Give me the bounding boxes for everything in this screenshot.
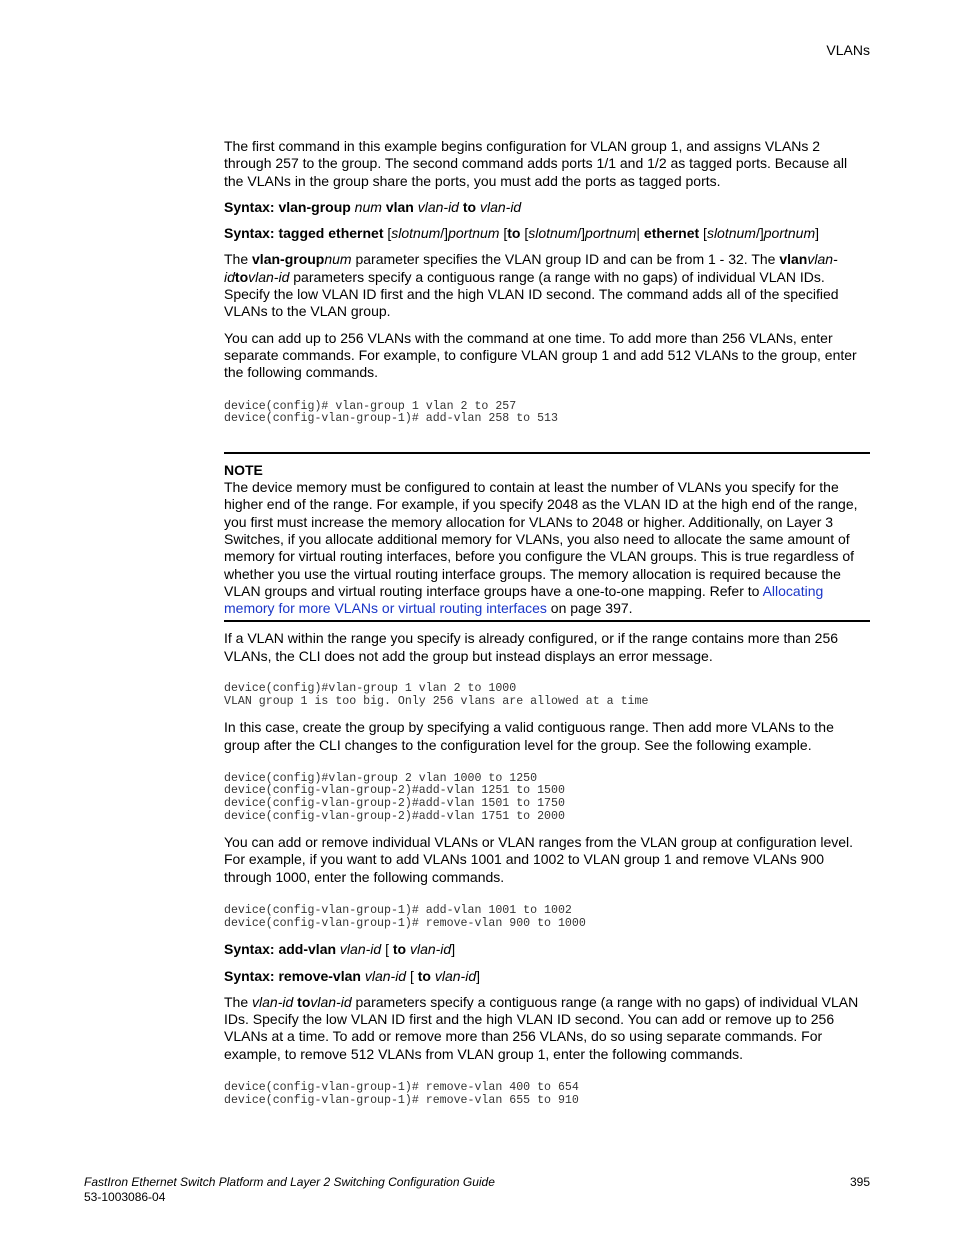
page-number: 395 — [849, 1175, 870, 1189]
code-block: device(config-vlan-group-1)# add-vlan 1001 to 1002 device(config-vlan-group-1)# remove-vlan 900 to 1000 — [224, 904, 586, 930]
paragraph-add-remove: You can add or remove individual VLANs or VLAN ranges from the VLAN group at configuration level. For example, if you want to add VLANs 1001 and 1002 to VLAN group 1 and remove VLANs 900 through 1000, enter the following commands. — [224, 834, 854, 885]
code-block: device(config-vlan-group-1)# remove-vlan 400 to 654 device(config-vlan-group-1)# remove-vlan 655 to 910 — [224, 1081, 579, 1107]
code-block: device(config)#vlan-group 2 vlan 1000 to 1250 device(config-vlan-group-2)#add-vlan 1251 to 1500 device(config-vlan-group-2)#add-vlan 1501 to 1750 device(config-vlan-group-2)#add-vlan 1751 to 2000 — [224, 771, 565, 823]
syntax-param: vlan-id — [413, 198, 463, 215]
paragraph-valid-range: In this case, create the group by specifying a valid contiguous range. Then add more VLANs to the group after the CLI changes to the configuration level for the group. See the following example. — [224, 719, 834, 753]
cross-reference-link[interactable]: Allocating memory for more VLANs or virtual routing interfaces — [224, 582, 824, 617]
code-block: device(config)# vlan-group 1 vlan 2 to 257 device(config-vlan-group-1)# add-vlan 258 to 513 — [224, 399, 558, 426]
paragraph-error: If a VLAN within the range you specify is already configured, or if the range contains more than 256 VLANs, the CLI does not add the group but instead displays an error message. — [224, 630, 839, 664]
syntax-label: Syntax: vlan-group — [224, 198, 351, 215]
paragraph-intro: The first command in this example begins configuration for VLAN group 1, and assigns VLANs 2 through 257 to the group. The second command adds ports 1/1 and 1/2 as tagged ports. Because all the VLANs in the group share the ports, you must add the ports as tagged ports. — [224, 138, 848, 189]
running-header: VLANs — [826, 42, 870, 58]
syntax-vlan-group — [224, 199, 870, 216]
note-label: NOTE — [224, 461, 263, 478]
code-block: device(config)#vlan-group 1 vlan 2 to 1000 VLAN group 1 is too big. Only 256 vlans are allowed at a time — [224, 682, 649, 708]
footer-doc-number: 53-1003086-04 — [84, 1190, 166, 1204]
syntax-tagged-ethernet: Syntax: tagged ethernet [slotnum/]portnum [to [slotnum/]portnum| ethernet [slotnum/]portnum] — [224, 225, 819, 242]
paragraph-add-256: You can add up to 256 VLANs with the command at one time. To add more than 256 VLANs, enter separate commands. For example, to configure VLAN group 1 and add 512 VLANs to the group, enter the following commands. — [224, 329, 857, 381]
paragraph-vlan-group-params: The vlan-groupnum parameter specifies the VLAN group ID and can be from 1 - 32. The vlanvlan-idtovlan-id parameters specify a contiguous range (a range with no gaps) of individual VLAN IDs. Specify the low VLAN ID first and the high VLAN ID second. The command adds all of the specified VLANs to the VLAN group. — [224, 251, 839, 320]
page-footer — [84, 1175, 870, 1205]
page-body — [224, 138, 870, 1118]
note-text: The device memory must be configured to contain at least the number of VLANs you specify for the higher end of the range. For example, if you specify 2048 as the VLAN ID at the high end of the range, you first must increase the memory allocation for VLANs to 2048 or higher. Additionally, on Layer 3 Switches, if you allocate additional memory for VLANs, you also need to allocate the same amount of memory for virtual routing interfaces, before you configure the VLAN groups. This is true regardless of whether you use the virtual routing interface groups. The memory allocation is required because the VLAN groups and virtual routing interface groups have a one-to-one mapping. Refer to — [224, 479, 858, 599]
syntax-label: Syntax: tagged ethernet — [224, 225, 384, 242]
syntax-keyword: to — [462, 198, 477, 215]
paragraph-vlan-id-params: The vlan-id tovlan-id parameters specify a contiguous range (a range with no gaps) of individual VLAN IDs. Specify the low VLAN ID first and the high VLAN ID second. You can add or remove up to 256 VLANs at a time. To add or remove more than 256 VLANs, do so using separate commands. For example, to remove 512 VLANs from VLAN group 1, enter the following commands. — [224, 993, 859, 1062]
syntax-param: vlan-id — [476, 198, 522, 215]
syntax-param: num — [350, 198, 386, 215]
syntax-keyword: vlan — [385, 198, 414, 215]
syntax-add-vlan: Syntax: add-vlan vlan-id [ to vlan-id] — [224, 941, 456, 958]
syntax-remove-vlan: Syntax: remove-vlan vlan-id [ to vlan-id] — [224, 967, 481, 984]
footer-title: FastIron Ethernet Switch Platform and Layer 2 Switching Configuration Guide — [84, 1175, 495, 1189]
note-box: NOTE The device memory must be configured to contain at least the number of VLANs you specify for the higher end of the range. For example, if you specify 2048 as the VLAN ID at the high end of the range, you first must increase the memory allocation for VLANs to 2048 or higher. Additionally, on Layer 3 Switches, if you allocate additional memory for VLANs, you also need to allocate the same amount of memory for virtual routing interfaces, before you configure the VLAN groups. This is true regardless of whether you use the virtual routing interface groups. The memory allocation is required because the VLAN groups and virtual routing interface groups have a one-to-one mapping. Refer to Allocating memory for more VLANs or virtual routing interfaces on page 397. — [224, 452, 870, 623]
